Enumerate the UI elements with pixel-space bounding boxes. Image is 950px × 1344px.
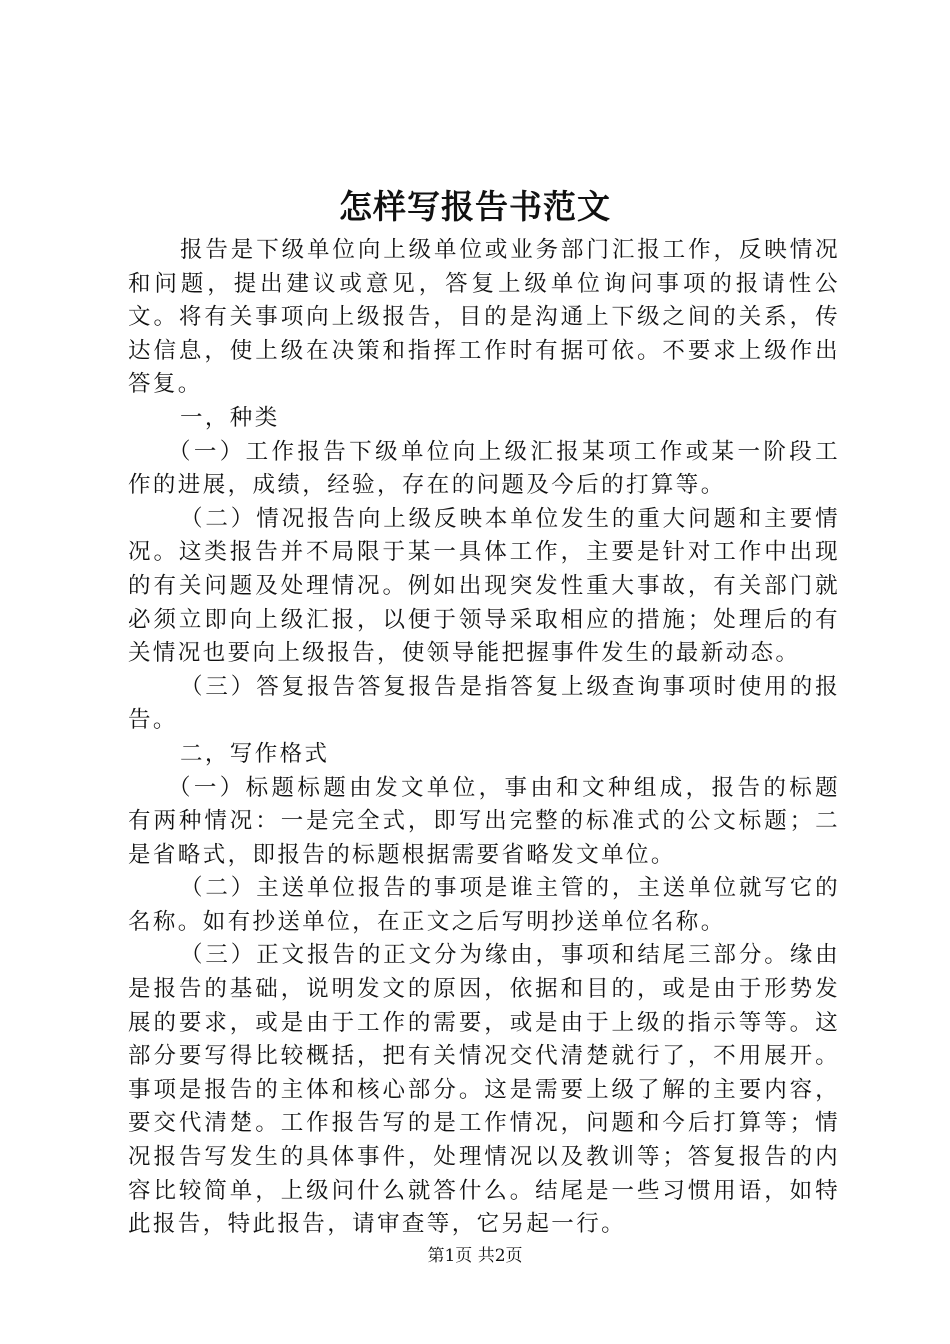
document-title: 怎样写报告书范文 [339,187,611,226]
document-body [128,234,840,1242]
section-heading-types: 一，种类 [180,404,280,431]
paragraph-title: （一）标题标题由发文单位，事由和文种组成，报告的标题有两种情况：一是完全式，即写出完整的标准式的公文标题；二是省略式，即报告的标题根据需要省略发文单位。 [128,774,840,868]
paragraph-recipient: （二）主送单位报告的事项是谁主管的，主送单位就写它的名称。如有抄送单位，在正文之后写明抄送单位名称。 [128,875,840,935]
paragraph-reply-report: （三）答复报告答复报告是指答复上级查询事项时使用的报告。 [128,673,840,734]
paragraph-situation-report: （二）情况报告向上级反映本单位发生的重大问题和主要情况。这类报告并不局限于某一具体工作，主要是针对工作中出现的有关问题及处理情况。例如出现突发性重大事故，有关部门就必须立即向上级汇报，以便于领导采取相应的措施；处理后的有关情况也要向上级报告，使领导能把握事件发生的最新动态。 [128,505,840,667]
paragraph-main-text: （三）正文报告的正文分为缘由，事项和结尾三部分。缘由是报告的基础，说明发文的原因，依据和目的，或是由于形势发展的要求，或是由于工作的需要，或是由于上级的指示等等。这部分要写得比较概括，把有关情况交代清楚就行了，不用展开。事项是报告的主体和核心部分。这是需要上级了解的主要内容，要交代清楚。工作报告写的是工作情况，问题和今后打算等；情况报告写发生的具体事件，处理情况以及教训等；答复报告的内容比较简单，上级问什么就答什么。结尾是一些习惯用语，如特此报告，特此报告，请审查等，它另起一行。 [128,942,840,1238]
section-heading-format: 二，写作格式 [180,740,330,767]
intro-paragraph: 报告是下级单位向上级单位或业务部门汇报工作，反映情况和问题，提出建议或意见，答复上级单位询问事项的报请性公文。将有关事项向上级报告，目的是沟通上下级之间的关系，传达信息，使上级在决策和指挥工作时有据可依。不要求上级作出答复。 [128,237,840,398]
page-footer: 第1页 共2页 [427,1246,523,1266]
paragraph-work-report: （一）工作报告下级单位向上级汇报某项工作或某一阶段工作的进展，成绩，经验，存在的问题及今后的打算等。 [128,438,840,499]
